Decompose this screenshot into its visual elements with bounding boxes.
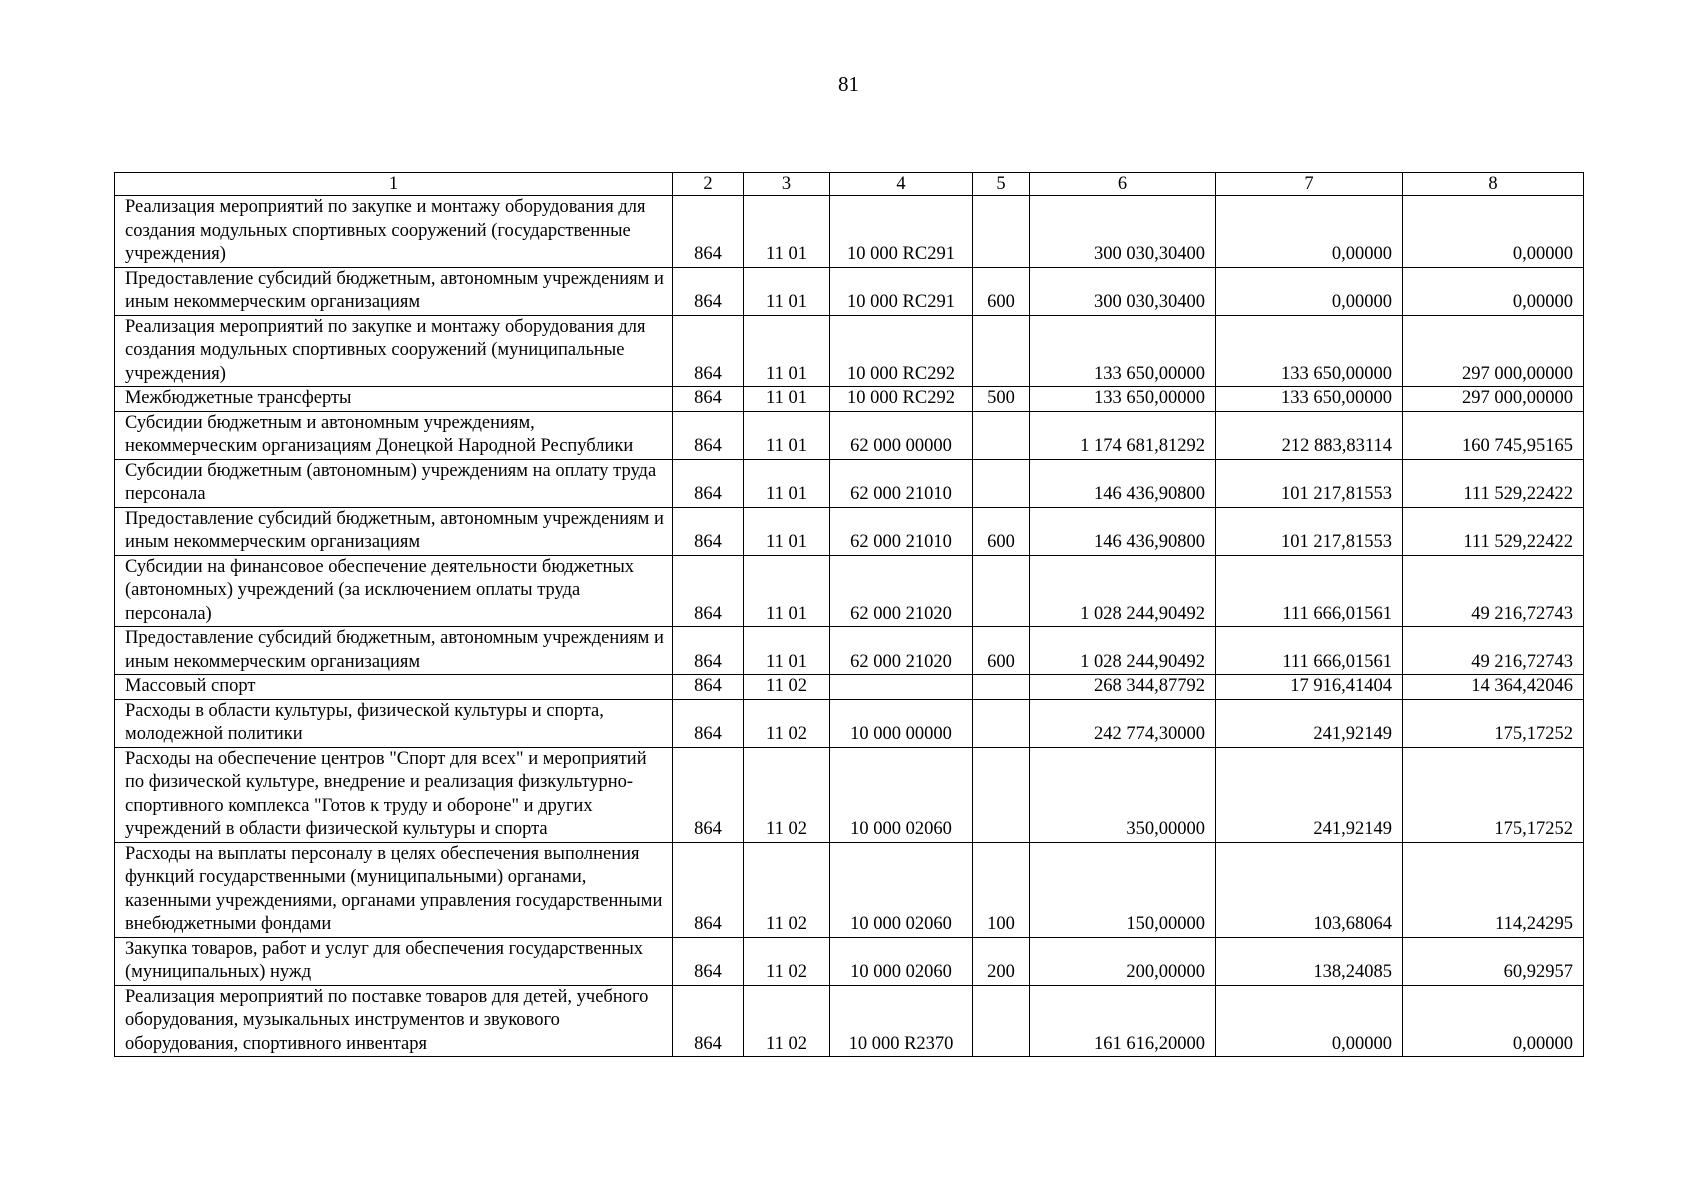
table-row: [115, 627, 1584, 675]
target-item-cell: 10 000 RC291: [830, 267, 973, 315]
amount-col6-cell: 161 616,20000: [1030, 985, 1216, 1057]
expense-name-cell: Закупка товаров, работ и услуг для обеспечения государственных (муниципальных) нужд: [115, 937, 673, 985]
table-row: [115, 267, 1584, 315]
target-item-cell: 10 000 RC292: [830, 315, 973, 387]
ministry-code-cell: 864: [673, 387, 744, 412]
ministry-code-cell: 864: [673, 627, 744, 675]
target-item-cell: 10 000 RC292: [830, 387, 973, 412]
expense-name-cell: Расходы на выплаты персоналу в целях обеспечения выполнения функций государственными (муниципальными) органами, казенными учреждениями, органами управления государственными внебюджетными фондами: [115, 842, 673, 937]
amount-col6-cell: 146 436,90800: [1030, 459, 1216, 507]
section-code-cell: 11 02: [744, 699, 830, 747]
target-item-cell: 62 000 21010: [830, 507, 973, 555]
expense-name-cell: Реализация мероприятий по закупке и монтажу оборудования для создания модульных спортивных сооружений (государственные учреждения): [115, 196, 673, 268]
table-row: [115, 315, 1584, 387]
amount-col6-cell: 268 344,87792: [1030, 675, 1216, 700]
amount-col7-cell: 241,92149: [1216, 699, 1403, 747]
expense-type-cell: 100: [973, 842, 1030, 937]
expense-name-cell: Межбюджетные трансферты: [115, 387, 673, 412]
column-header: 3: [744, 173, 830, 196]
amount-col8-cell: 111 529,22422: [1403, 459, 1584, 507]
expense-type-cell: 600: [973, 507, 1030, 555]
amount-col6-cell: 1 028 244,90492: [1030, 627, 1216, 675]
expense-type-cell: [973, 699, 1030, 747]
target-item-cell: 62 000 00000: [830, 411, 973, 459]
table-row: [115, 937, 1584, 985]
amount-col7-cell: 0,00000: [1216, 196, 1403, 268]
ministry-code-cell: 864: [673, 267, 744, 315]
expense-type-cell: 600: [973, 627, 1030, 675]
table-row: [115, 985, 1584, 1057]
column-header: 6: [1030, 173, 1216, 196]
amount-col7-cell: 111 666,01561: [1216, 627, 1403, 675]
amount-col7-cell: 101 217,81553: [1216, 507, 1403, 555]
expense-name-cell: Массовый спорт: [115, 675, 673, 700]
column-header: 1: [115, 173, 673, 196]
amount-col8-cell: 297 000,00000: [1403, 387, 1584, 412]
ministry-code-cell: 864: [673, 675, 744, 700]
table-row: [115, 675, 1584, 700]
expense-name-cell: Реализация мероприятий по поставке товаров для детей, учебного оборудования, музыкальных инструментов и звукового оборудования, спортивного инвентаря: [115, 985, 673, 1057]
amount-col7-cell: 212 883,83114: [1216, 411, 1403, 459]
expense-type-cell: [973, 985, 1030, 1057]
table-row: [115, 459, 1584, 507]
section-code-cell: 11 01: [744, 459, 830, 507]
column-header: 5: [973, 173, 1030, 196]
expense-name-cell: Расходы в области культуры, физической культуры и спорта, молодежной политики: [115, 699, 673, 747]
target-item-cell: 62 000 21020: [830, 555, 973, 627]
section-code-cell: 11 01: [744, 507, 830, 555]
amount-col6-cell: 350,00000: [1030, 747, 1216, 842]
table-row: [115, 387, 1584, 412]
table-row: [115, 555, 1584, 627]
section-code-cell: 11 02: [744, 675, 830, 700]
ministry-code-cell: 864: [673, 411, 744, 459]
ministry-code-cell: 864: [673, 315, 744, 387]
amount-col7-cell: 17 916,41404: [1216, 675, 1403, 700]
ministry-code-cell: 864: [673, 699, 744, 747]
target-item-cell: 10 000 02060: [830, 842, 973, 937]
amount-col8-cell: 0,00000: [1403, 267, 1584, 315]
amount-col6-cell: 1 028 244,90492: [1030, 555, 1216, 627]
section-code-cell: 11 01: [744, 555, 830, 627]
section-code-cell: 11 02: [744, 842, 830, 937]
amount-col8-cell: 60,92957: [1403, 937, 1584, 985]
amount-col8-cell: 49 216,72743: [1403, 627, 1584, 675]
table-row: [115, 411, 1584, 459]
section-code-cell: 11 02: [744, 747, 830, 842]
target-item-cell: 62 000 21010: [830, 459, 973, 507]
amount-col8-cell: 111 529,22422: [1403, 507, 1584, 555]
amount-col6-cell: 300 030,30400: [1030, 267, 1216, 315]
header-row: [115, 173, 1584, 196]
section-code-cell: 11 01: [744, 387, 830, 412]
amount-col6-cell: 242 774,30000: [1030, 699, 1216, 747]
expense-name-cell: Расходы на обеспечение центров "Спорт для всех" и мероприятий по физической культуре, внедрение и реализация физкультурно-спортивного комплекса "Готов к труду и обороне" и других учреждений в области физической культуры и спорта: [115, 747, 673, 842]
ministry-code-cell: 864: [673, 842, 744, 937]
amount-col8-cell: 0,00000: [1403, 985, 1584, 1057]
table-row: [115, 196, 1584, 268]
section-code-cell: 11 01: [744, 411, 830, 459]
expense-type-cell: [973, 555, 1030, 627]
amount-col8-cell: 297 000,00000: [1403, 315, 1584, 387]
expense-type-cell: [973, 459, 1030, 507]
column-header: 7: [1216, 173, 1403, 196]
table-row: [115, 842, 1584, 937]
ministry-code-cell: 864: [673, 747, 744, 842]
expense-type-cell: 600: [973, 267, 1030, 315]
expense-name-cell: Предоставление субсидий бюджетным, автономным учреждениям и иным некоммерческим организациям: [115, 267, 673, 315]
expense-type-cell: [973, 315, 1030, 387]
amount-col6-cell: 150,00000: [1030, 842, 1216, 937]
section-code-cell: 11 02: [744, 937, 830, 985]
amount-col6-cell: 146 436,90800: [1030, 507, 1216, 555]
column-header: 2: [673, 173, 744, 196]
amount-col8-cell: 114,24295: [1403, 842, 1584, 937]
amount-col7-cell: 241,92149: [1216, 747, 1403, 842]
ministry-code-cell: 864: [673, 555, 744, 627]
section-code-cell: 11 02: [744, 985, 830, 1057]
amount-col8-cell: 49 216,72743: [1403, 555, 1584, 627]
target-item-cell: 10 000 RC291: [830, 196, 973, 268]
ministry-code-cell: 864: [673, 985, 744, 1057]
amount-col6-cell: 200,00000: [1030, 937, 1216, 985]
expense-type-cell: 500: [973, 387, 1030, 412]
budget-table: [114, 172, 1584, 1057]
target-item-cell: 10 000 02060: [830, 937, 973, 985]
ministry-code-cell: 864: [673, 937, 744, 985]
amount-col8-cell: 0,00000: [1403, 196, 1584, 268]
expense-name-cell: Субсидии бюджетным и автономным учреждениям, некоммерческим организациям Донецкой Народной Республики: [115, 411, 673, 459]
section-code-cell: 11 01: [744, 196, 830, 268]
amount-col7-cell: 101 217,81553: [1216, 459, 1403, 507]
amount-col7-cell: 0,00000: [1216, 267, 1403, 315]
amount-col7-cell: 133 650,00000: [1216, 387, 1403, 412]
expense-type-cell: 200: [973, 937, 1030, 985]
expense-type-cell: [973, 675, 1030, 700]
target-item-cell: 10 000 R2370: [830, 985, 973, 1057]
amount-col7-cell: 133 650,00000: [1216, 315, 1403, 387]
amount-col6-cell: 300 030,30400: [1030, 196, 1216, 268]
amount-col6-cell: 133 650,00000: [1030, 387, 1216, 412]
column-header: 4: [830, 173, 973, 196]
target-item-cell: [830, 675, 973, 700]
expense-name-cell: Предоставление субсидий бюджетным, автономным учреждениям и иным некоммерческим организациям: [115, 627, 673, 675]
ministry-code-cell: 864: [673, 507, 744, 555]
expense-type-cell: [973, 411, 1030, 459]
page-number: 81: [838, 72, 859, 96]
expense-name-cell: Реализация мероприятий по закупке и монтажу оборудования для создания модульных спортивных сооружений (муниципальные учреждения): [115, 315, 673, 387]
target-item-cell: 10 000 02060: [830, 747, 973, 842]
table-row: [115, 507, 1584, 555]
expense-name-cell: Предоставление субсидий бюджетным, автономным учреждениям и иным некоммерческим организациям: [115, 507, 673, 555]
expense-name-cell: Субсидии бюджетным (автономным) учреждениям на оплату труда персонала: [115, 459, 673, 507]
amount-col7-cell: 0,00000: [1216, 985, 1403, 1057]
amount-col8-cell: 160 745,95165: [1403, 411, 1584, 459]
amount-col8-cell: 14 364,42046: [1403, 675, 1584, 700]
amount-col8-cell: 175,17252: [1403, 699, 1584, 747]
section-code-cell: 11 01: [744, 627, 830, 675]
column-header: 8: [1403, 173, 1584, 196]
expense-name-cell: Субсидии на финансовое обеспечение деятельности бюджетных (автономных) учреждений (за исключением оплаты труда персонала): [115, 555, 673, 627]
ministry-code-cell: 864: [673, 459, 744, 507]
section-code-cell: 11 01: [744, 315, 830, 387]
expense-type-cell: [973, 747, 1030, 842]
ministry-code-cell: 864: [673, 196, 744, 268]
amount-col7-cell: 111 666,01561: [1216, 555, 1403, 627]
target-item-cell: 10 000 00000: [830, 699, 973, 747]
table-row: [115, 699, 1584, 747]
table-row: [115, 747, 1584, 842]
expense-type-cell: [973, 196, 1030, 268]
target-item-cell: 62 000 21020: [830, 627, 973, 675]
amount-col7-cell: 103,68064: [1216, 842, 1403, 937]
amount-col6-cell: 133 650,00000: [1030, 315, 1216, 387]
amount-col7-cell: 138,24085: [1216, 937, 1403, 985]
amount-col8-cell: 175,17252: [1403, 747, 1584, 842]
section-code-cell: 11 01: [744, 267, 830, 315]
amount-col6-cell: 1 174 681,81292: [1030, 411, 1216, 459]
